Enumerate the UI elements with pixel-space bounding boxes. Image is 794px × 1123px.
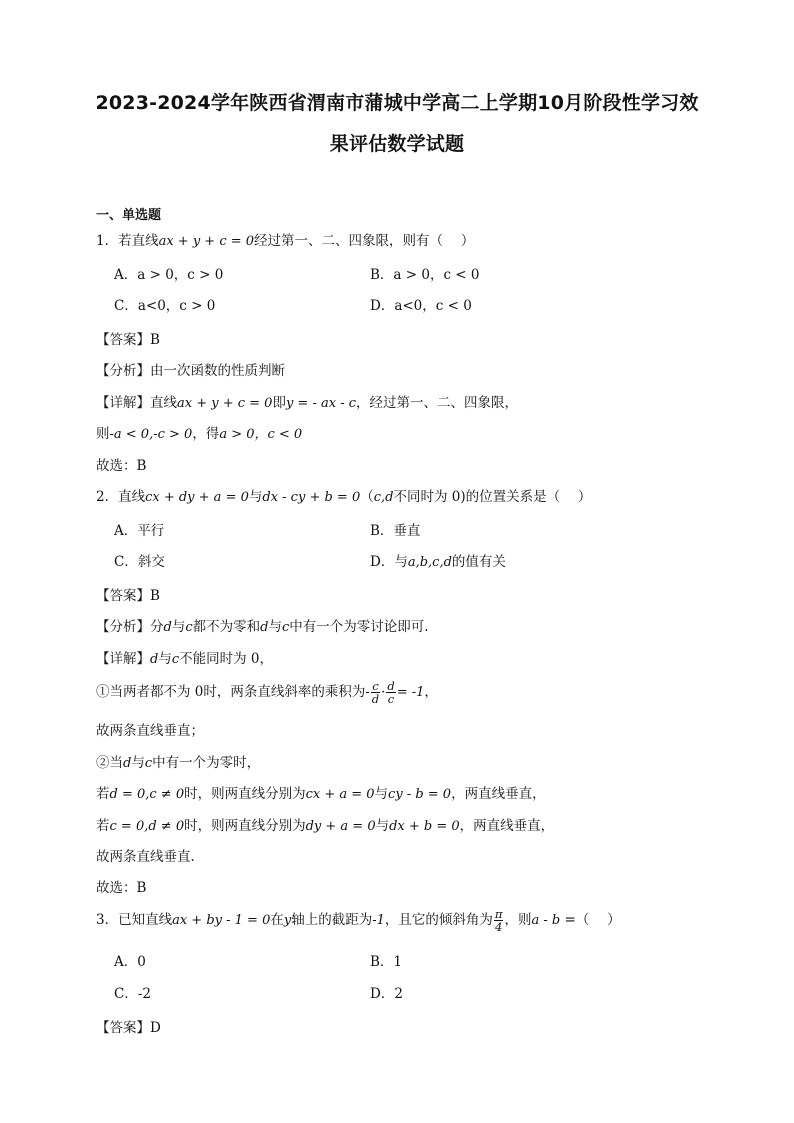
q2-analysis-text: 分 [150,619,164,635]
q2-option-d-text: D．与 [370,554,408,570]
q2-sub2-yu: 与 [375,818,390,834]
q3-option-b: B．1 [370,954,403,970]
q2-answer [96,584,160,604]
q3-answer-value: D [150,1020,161,1036]
q2-sub1-text: 若 [96,786,110,802]
q1-answer-value: B [150,332,160,348]
q2-case2-text-end: 中有一个为零时， [152,755,261,771]
q1-detail-line2 [96,422,302,442]
q3-stem-text5: ，则 [504,912,532,928]
q2-sub1-equation1: cx + a = 0 [305,787,375,802]
q1-stem-text-end: 经过第一、二、四象限，则有（ ） [254,233,475,249]
q3-stem-text-end: =（ ） [560,912,621,928]
q3-fraction-pi-over-4 [494,908,504,933]
document-title-line1: 2023-2024学年陕西省渭南市蒲城中学高二上学期10月阶段性学习效 [95,92,699,114]
q2-subcase1 [96,782,546,802]
q1-option-a: A．a > 0，c > 0 [114,267,224,283]
q2-option-a: A．平行 [114,523,165,539]
q2-sub2-equation1: dy + a = 0 [305,819,376,834]
q3-stem-neg1: -1 [372,913,385,928]
analysis-tag: 【分析】 [96,619,150,635]
q1-detail2-text2: ，得 [192,426,220,442]
q2-stem-equation1: cx + dy + a = 0 [145,490,249,505]
fraction-denominator: d [371,692,380,706]
q2-analysis-yu2: 与 [268,619,282,635]
q1-detail [96,391,518,411]
q2-sub1-condition: d = 0,c ≠ 0 [109,787,185,802]
q2-sub2-equation2: dx + b = 0 [389,819,460,834]
q2-option-b: B．垂直 [370,523,421,539]
q2-analysis-mid: 都不为零和 [192,619,261,635]
q2-stem-equation2: dx - cy + b = 0 [262,490,361,505]
q1-detail-equation2: y = - ax - c [285,396,356,411]
q3-stem-equation: ax + by - 1 = 0 [172,913,271,928]
q2-analysis [96,615,429,635]
q1-stem-equation: ax + y + c = 0 [158,234,255,249]
q2-sub1-yu: 与 [374,786,389,802]
q2-case1-text: ①当两者都不为 0时，两条直线斜率的乘积为 [96,684,366,700]
q1-detail2-text: 则 [96,426,110,442]
q2-stem-text2: 与 [248,489,263,505]
q3-stem-var-y: y [283,913,292,928]
q2-stem-text-end: 不同时为 0)的位置关系是（ ） [393,489,592,505]
q2-case1-conclusion: 故两条直线垂直； [96,723,204,739]
q2-sub2-text: 若 [96,818,110,834]
q1-analysis [96,359,285,379]
fraction-numerator: c [372,679,379,693]
answer-tag: 【答案】 [96,1020,150,1036]
fraction-numerator: π [494,907,503,921]
q3-stem [96,908,621,933]
q2-detail-var-d: d [150,652,159,667]
fraction-denominator: c [387,692,395,706]
q2-case2 [96,751,260,771]
analysis-tag: 【分析】 [96,363,150,379]
q2-case2-text: ②当 [96,755,123,771]
q2-option-c: C．斜交 [114,554,165,570]
q1-answer [96,328,160,348]
section-heading: 一、单选题 [96,208,162,223]
q2-conclusion: 故选：B [96,880,147,896]
q1-option-c: C．a<0，c > 0 [114,298,216,314]
q1-detail2-equation2: a > 0，c < 0 [219,427,303,442]
q2-option-d [370,550,506,570]
q2-case1-minus: - [365,685,370,700]
q3-option-c: C．-2 [114,986,151,1002]
q3-stem-text2: 在 [270,912,284,928]
q1-detail-text2: 即 [272,395,286,411]
fraction-numerator: d [387,679,395,693]
q2-subcase2 [96,814,554,834]
q2-option-d-text-end: 的值有关 [451,554,506,570]
document-title-line2: 果评估数学试题 [329,133,465,155]
q3-stem-text: 3．已知直线 [96,912,173,928]
q2-case2-var-c: c [144,756,153,771]
q2-analysis-yu: 与 [171,619,186,635]
q1-detail-text3: ，经过第一、二、四象限， [356,395,518,411]
q2-analysis-var-c2: c [281,620,290,635]
q2-sub1-equation2: cy - b = 0 [388,787,452,802]
q2-option-d-vars: a,b,c,d [407,555,452,570]
q2-sub2-condition: c = 0,d ≠ 0 [109,819,185,834]
q2-stem-text: 2．直线 [96,489,146,505]
q2-stem-paren: （ [360,489,374,505]
detail-tag: 【详解】 [96,651,150,667]
detail-tag: 【详解】 [96,395,150,411]
q2-analysis-var-d2: d [260,620,269,635]
q2-stem-vars: c,d [373,490,394,505]
q3-option-a: A．0 [114,954,146,970]
answer-tag: 【答案】 [96,332,150,348]
q1-detail-equation1: ax + y + c = 0 [177,396,273,411]
fraction-denominator: 4 [495,920,503,934]
q3-option-d: D．2 [370,986,403,1002]
q1-stem-text: 1．若直线 [96,233,159,249]
q2-case1-comma: ， [424,684,438,700]
q2-sub2-text-end: ，两直线垂直， [459,818,555,834]
q3-stem-text4: ，且它的倾斜角为 [384,912,493,928]
q2-case2-yu: 与 [131,755,145,771]
q2-sub1-text-end: ，两直线垂直， [451,786,546,802]
q1-detail-text: 直线 [150,395,177,411]
q1-detail2-equation: -a < 0,-c > 0 [109,427,193,442]
q2-case1: ①当两者都不为 0时，两条直线斜率的乘积为- $\frac{c}{d}$ · $\frac{d}{c}$ = -1， [96,679,438,706]
q2-case2-var-d: d [123,756,132,771]
q1-conclusion: 故选：B [96,458,147,474]
q2-fraction-d-over-c [386,680,395,705]
q2-fraction-c-over-d [371,680,380,705]
q3-stem-text3: 轴上的截距为 [291,912,373,928]
q2-analysis-end: 中有一个为零讨论即可. [289,619,429,635]
q3-stem-expression: a - b [531,913,561,928]
q1-option-b: B．a > 0，c < 0 [370,267,480,283]
q2-detail-end: 不能同时为 0， [179,651,273,667]
q2-sub1-text2: 时，则两直线分别为 [184,786,306,802]
q2-analysis-var-c: c [185,620,193,635]
q2-stem [96,485,591,505]
q2-answer-value: B [150,588,160,604]
q2-detail-var-c: c [171,652,180,667]
q2-case1-equation: = -1 [396,685,425,700]
q3-answer [96,1016,161,1036]
q2-analysis-var-d: d [163,620,172,635]
q1-option-d: D．a<0，c < 0 [370,298,472,314]
q2-sub2-text2: 时，则两直线分别为 [184,818,306,834]
q1-stem [96,229,474,249]
q2-final-conclusion: 故两条直线垂直. [96,849,195,865]
q2-detail [96,647,273,667]
q2-detail-yu: 与 [158,651,172,667]
q1-analysis-text: 由一次函数的性质判断 [150,363,285,379]
answer-tag: 【答案】 [96,588,150,604]
